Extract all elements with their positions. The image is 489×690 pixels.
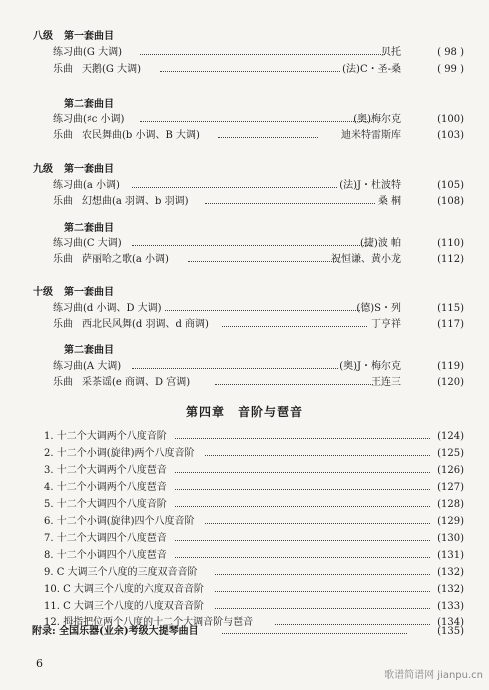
dot-leader — [205, 455, 430, 456]
set-label: 第一套曲目 — [64, 164, 114, 175]
entry-page: (117) — [437, 319, 464, 330]
scale-page: (127) — [437, 482, 464, 493]
entry-title: 西北民风舞(d 羽调、d 商调) — [82, 319, 209, 330]
scale-label: 12. 拇指把位两个八度的十二个大调音阶与琶音 — [44, 617, 254, 628]
scale-entry[interactable] — [0, 582, 489, 598]
entry-page: (115) — [437, 303, 464, 314]
dot-leader — [215, 591, 430, 592]
scale-page: (128) — [437, 499, 464, 510]
scale-entry[interactable] — [0, 463, 489, 479]
scale-label: 5. 十二个大调四个八度音阶 — [44, 499, 167, 510]
scale-label: 1. 十二个大调两个八度音阶 — [44, 431, 167, 442]
scale-entry[interactable] — [0, 599, 489, 615]
entry-tag: 练习曲 — [53, 238, 83, 249]
entry-tag: 乐曲 — [53, 377, 73, 388]
entry-title: 萨丽哈之歌(a 小调) — [82, 254, 169, 265]
level-header — [0, 162, 489, 178]
entry-author: 祝恒谦、黄小龙 — [331, 254, 401, 265]
scale-label: 9. C 大调三个八度的三度双音音阶 — [44, 567, 198, 578]
entry-page: (112) — [437, 254, 464, 265]
entry-author: 贝托 — [381, 47, 401, 58]
dot-leader — [175, 557, 430, 558]
entry-title: 采茶谣(e 商调、D 宫调) — [82, 377, 191, 388]
entry-title: (A 大调) — [83, 361, 122, 372]
entry-author: (捷)波 帕 — [360, 238, 401, 249]
entry-tag: 练习曲 — [53, 180, 83, 191]
dot-leader — [215, 384, 373, 385]
entry-author: (法)C・圣-桑 — [342, 64, 401, 75]
entry-author: 迪米特雷斯库 — [341, 130, 401, 141]
scale-entry[interactable] — [0, 565, 489, 581]
toc-entry[interactable] — [0, 194, 489, 210]
entry-tag: 乐曲 — [53, 319, 73, 330]
entry-title: (d 小调、D 大调) — [83, 303, 162, 314]
scale-label: 10. C 大调三个八度的六度双音音阶 — [44, 584, 204, 595]
entry-author: (奥)梅尔克 — [353, 114, 401, 125]
appendix-page: (135) — [437, 626, 464, 637]
entry-author: (德)S・列 — [356, 303, 401, 314]
entry-author: (法)J・杜波特 — [339, 180, 401, 191]
dot-leader — [175, 472, 430, 473]
dot-leader — [175, 540, 430, 541]
toc-entry[interactable] — [0, 359, 489, 375]
entry-tag: 练习曲 — [53, 303, 83, 314]
dot-leader — [140, 121, 372, 122]
entry-title: (G 大调) — [83, 47, 122, 58]
entry-tag: 乐曲 — [53, 130, 73, 141]
dot-leader — [140, 54, 385, 55]
entry-author: 桑 桐 — [377, 196, 401, 207]
dot-leader — [132, 187, 337, 188]
toc-entry[interactable] — [0, 301, 489, 317]
entry-tag: 练习曲 — [53, 114, 83, 125]
entry-page: (108) — [437, 196, 464, 207]
scale-label: 11. C 大调三个八度的八度双音音阶 — [44, 601, 204, 612]
dot-leader — [188, 261, 338, 262]
scale-page: (131) — [437, 550, 464, 561]
scale-entry[interactable] — [0, 429, 489, 445]
toc-entry[interactable] — [0, 317, 489, 333]
entry-tag: 练习曲 — [53, 361, 83, 372]
scale-entry[interactable] — [0, 480, 489, 496]
scale-entry[interactable] — [0, 446, 489, 462]
set-label: 第二套曲目 — [64, 223, 114, 234]
scale-page: (132) — [437, 567, 464, 578]
toc-entry[interactable] — [0, 252, 489, 268]
scale-page: (134) — [437, 617, 464, 628]
entry-tag: 练习曲 — [53, 47, 83, 58]
page-number: 6 — [36, 657, 43, 670]
scale-page: (126) — [437, 465, 464, 476]
dot-leader — [205, 203, 375, 204]
entry-page: ( 98 ) — [437, 47, 464, 58]
entry-page: (105) — [437, 180, 464, 191]
level-label: 十级 — [33, 287, 53, 298]
dot-leader — [132, 245, 372, 246]
watermark: 歌谱简谱网 jianpu.cn — [384, 670, 483, 681]
scale-page: (130) — [437, 533, 464, 544]
scale-page: (124) — [437, 431, 464, 442]
scale-entry[interactable] — [0, 497, 489, 513]
entry-title: (C 大调) — [83, 238, 122, 249]
toc-entry[interactable] — [0, 112, 489, 128]
dot-leader — [175, 489, 430, 490]
entry-author: (奥)J・梅尔克 — [339, 361, 401, 372]
toc-entry[interactable] — [0, 128, 489, 144]
level-header — [0, 285, 489, 301]
scale-page: (132) — [437, 584, 464, 595]
scale-label: 2. 十二个小调(旋律)两个八度音阶 — [44, 448, 195, 459]
entry-title: 幻想曲(a 羽调、b 羽调) — [82, 196, 189, 207]
entry-page: (119) — [437, 361, 464, 372]
dot-leader — [222, 633, 407, 634]
dot-leader — [205, 523, 430, 524]
set-label: 第一套曲目 — [64, 31, 114, 42]
dot-leader — [160, 71, 340, 72]
scale-label: 6. 十二个小调(旋律)四个八度音阶 — [44, 516, 195, 527]
level-label: 九级 — [33, 164, 53, 175]
dot-leader — [132, 368, 338, 369]
dot-leader — [175, 438, 430, 439]
toc-entry[interactable] — [0, 62, 489, 78]
entry-title: 农民舞曲(b 小调、B 大调) — [82, 130, 200, 141]
level-label: 八级 — [33, 31, 53, 42]
scale-label: 8. 十二个小调四个八度琶音 — [44, 550, 167, 561]
toc-entry[interactable] — [0, 45, 489, 61]
appendix-entry[interactable] — [0, 624, 489, 640]
dot-leader — [165, 310, 360, 311]
set-header — [0, 221, 489, 237]
chapter-title: 第四章 音阶与琶音 — [185, 405, 303, 419]
scale-entry[interactable] — [0, 531, 489, 547]
scale-page: (129) — [437, 516, 464, 527]
scale-entry[interactable] — [0, 548, 489, 564]
dot-leader — [222, 326, 367, 327]
set-header — [0, 97, 489, 113]
dot-leader — [175, 506, 430, 507]
entry-page: (100) — [437, 114, 464, 125]
dot-leader — [218, 137, 318, 138]
entry-page: (103) — [437, 130, 464, 141]
entry-title: (♯c 小调) — [83, 114, 125, 125]
entry-author: 王连三 — [371, 377, 401, 388]
level-header — [0, 29, 489, 45]
entry-page: (120) — [437, 377, 464, 388]
scale-label: 4. 十二个小调两个八度琶音 — [44, 482, 167, 493]
entry-page: (110) — [437, 238, 464, 249]
toc-entry[interactable] — [0, 178, 489, 194]
scale-label: 3. 十二个大调两个八度琶音 — [44, 465, 167, 476]
dot-leader — [215, 608, 430, 609]
entry-title: 天鹅(G 大调) — [82, 64, 141, 75]
scale-page: (133) — [437, 601, 464, 612]
set-header — [0, 343, 489, 359]
toc-entry[interactable] — [0, 236, 489, 252]
toc-entry[interactable] — [0, 375, 489, 391]
scale-entry[interactable] — [0, 514, 489, 530]
scale-label: 7. 十二个大调四个八度琶音 — [44, 533, 167, 544]
entry-tag: 乐曲 — [53, 196, 73, 207]
entry-title: (a 小调) — [83, 180, 120, 191]
set-label: 第二套曲目 — [64, 99, 114, 110]
scale-page: (125) — [437, 448, 464, 459]
appendix-label: 附录: 全国乐器(业余)考级大提琴曲目 — [32, 626, 199, 637]
entry-author: 丁亨祥 — [371, 319, 401, 330]
entry-tag: 乐曲 — [53, 64, 73, 75]
set-label: 第二套曲目 — [64, 345, 114, 356]
set-label: 第一套曲目 — [64, 287, 114, 298]
entry-tag: 乐曲 — [53, 254, 73, 265]
dot-leader — [215, 574, 430, 575]
entry-page: ( 99 ) — [437, 64, 464, 75]
